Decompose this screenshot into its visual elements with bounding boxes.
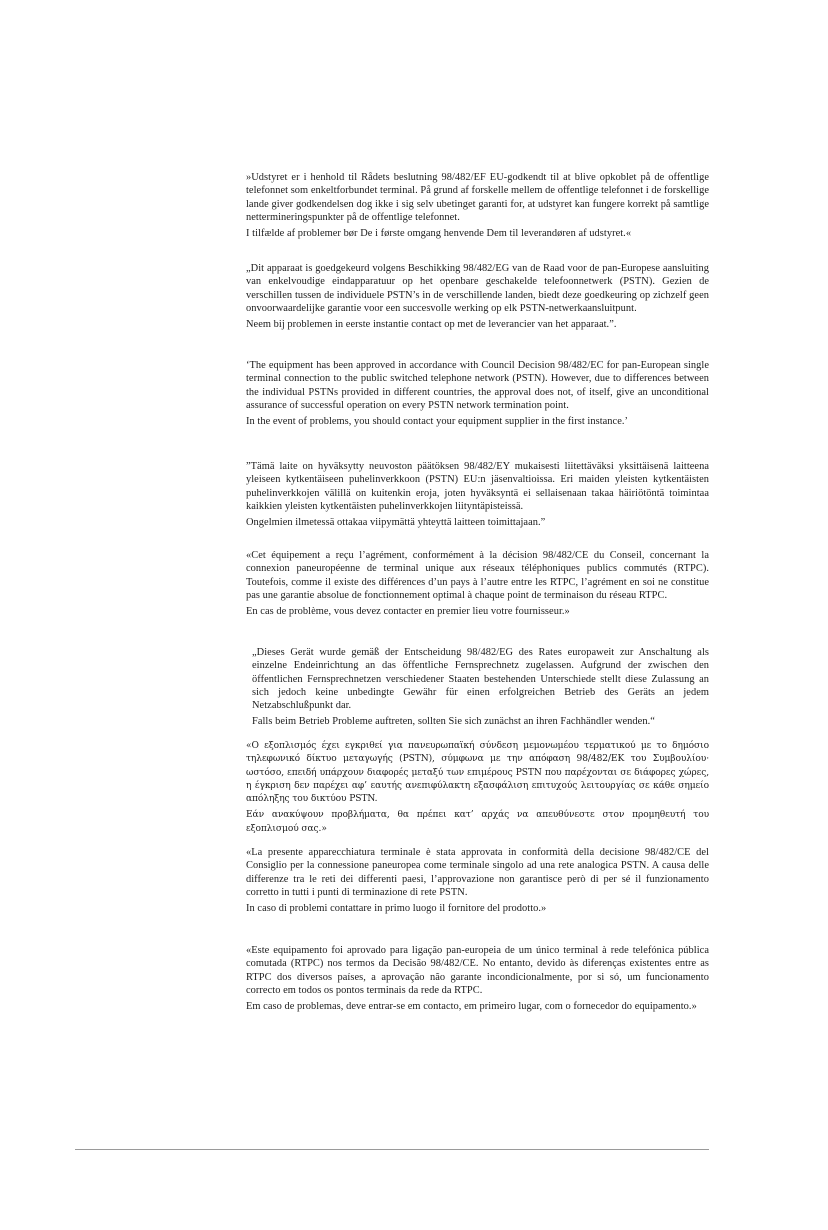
notice-greek-contact: Εάν ανακύψουν προβλήματα, θα πρέπει κατ’ αρχάς να απευθύνεστε στον προμηθευτή του εξοπλισμού σας.» — [246, 810, 709, 834]
notice-danish-contact: I tilfælde af problemer bør De i første omgang henvende Dem til leverandøren af udstyret.« — [246, 228, 632, 240]
notice-french-contact: En cas de problème, vous devez contacter en premier lieu votre fournisseur.» — [246, 606, 570, 618]
notice-italian-contact: In caso di problemi contattare in primo luogo il fornitore del prodotto.» — [246, 903, 547, 915]
notice-italian-main: «La presente apparecchiatura terminale è stata approvata in conformità della decisione 98/482/CE del Consiglio per la connessione paneuropea come terminale singolo ad una rete analogica PSTN. A causa delle differenze tra le reti dei differenti paesi, l’approvazione non garantisce però di per sé il funzionamento corretto in tutti i punti di terminazione di rete PSTN. — [246, 847, 709, 898]
notice-dutch — [246, 262, 709, 331]
notice-english-main: ‘The equipment has been approved in accordance with Council Decision 98/482/EC for pan-European single terminal connection to the public switched telephone network (PSTN). However, due to differences between the individual PSTNs provided in different countries, the approval does not, of itself, give an unconditional assurance of successful operation on every PSTN network termination point. — [246, 360, 709, 411]
notice-greek-main: «Ο εξοπλισμός έχει εγκριθεί για πανευρωπαϊκή σύνδεση μεμονωμέου τερματικού με το δημόσιο τηλεφωνικό δίκτυο μεταγωγής (PSTN), σύμφωνα με την απόφαση 98/482/ΕΚ του Συμβουλίου· ωστόσο, επειδή υπάρχουν διαφορές μεταξύ των επιμέρους PSTN που παρέχονται σε διάφορες χώρες, η έγκριση δεν παρέχει αφ’ εαυτής ανεπιφύλακτη εξασφάλιση επιτυχούς λειτουργίας σε κάθε σημείο απόληξης του δικτύου PSTN. — [246, 741, 709, 805]
notice-greek — [246, 740, 709, 836]
notice-dutch-main: „Dit apparaat is goedgekeurd volgens Beschikking 98/482/EG van de Raad voor de pan-Europese aansluiting van enkelvoudige eindapparatuur op het openbare geschakelde telefoonnetwerk (PSTN). Gezien de verschillen tussen de individuele PSTN’s in de verschillende landen, biedt deze goedkeuring op zichzelf geen onvoorwaardelijke garantie voor een succesvolle werking op elk PSTN-netwerkaansluitpunt. — [246, 263, 709, 314]
notice-italian — [246, 846, 709, 915]
notice-dutch-contact: Neem bij problemen in eerste instantie contact op met de leverancier van het apparaat.”. — [246, 319, 617, 331]
notice-finnish-contact: Ongelmien ilmetessä ottakaa viipymättä yhteyttä laitteen toimittajaan.” — [246, 517, 546, 529]
notice-german — [252, 646, 709, 729]
notice-danish-main: »Udstyret er i henhold til Rådets beslutning 98/482/EF EU-godkendt til at blive opkoblet på de offentlige telefonnet som enkeltforbundet terminal. På grund af forskelle mellem de offentlige telefonnet i de forskellige lande giver godkendelsen dog ikke i sig selv ubetinget garanti for, at udstyret kan fungere korrekt på samtlige nettermineringspunkter på de offentlige telefonnet. — [246, 172, 709, 223]
notice-portuguese-contact: Em caso de problemas, deve entrar-se em contacto, em primeiro lugar, com o fornecedor do equipamento.» — [246, 1001, 697, 1013]
notice-finnish-main: ”Tämä laite on hyväksytty neuvoston päätöksen 98/482/EY mukaisesti liitettäväksi yksittäisenä laitteena yleiseen kytkentäiseen puhelinverkkoon (PSTN) EU:n jäsenvaltioissa. Eri maiden yleisten kytkentäisten puhelinverkkojen välillä on kuitenkin eroja, joten hyväksyntä ei sellaisenaan takaa häiriötöntä toimintaa kaikkien yleisten kytkentäisten puhelinverkkojen liityntäpisteissä. — [246, 461, 709, 512]
notice-portuguese — [246, 944, 709, 1013]
notice-finnish — [246, 460, 709, 529]
footer-divider — [75, 1149, 709, 1150]
notice-english-contact: In the event of problems, you should contact your equipment supplier in the first instance.’ — [246, 416, 629, 428]
notice-german-contact: Falls beim Betrieb Probleme auftreten, sollten Sie sich zunächst an ihren Fachhändler wenden.“ — [252, 716, 655, 728]
notice-german-main: „Dieses Gerät wurde gemäß der Entscheidung 98/482/EG des Rates europaweit zur Anschaltung als einzelne Endeinrichtung an das öffentliche Fernsprechnetz zugelassen. Aufgrund der zwischen den öffentlichen Fernsprechnetzen verschiedener Staaten bestehenden Unterschiede stellt diese Zulassung an sich jedoch keine unbedingte Gewähr für einen erfolgreichen Betrieb des Geräts an jedem Netzabschlußpunkt dar. — [252, 647, 709, 712]
notice-french — [246, 549, 709, 618]
notice-portuguese-main: «Este equipamento foi aprovado para ligação pan-europeia de um único terminal à rede telefónica pública comutada (RTPC) nos termos da Decisão 98/482/CE. No entanto, devido às diferenças existentes entre as RTPC dos diversos países, a aprovação não garante incondicionalmente, por si só, um funcionamento correcto em todos os pontos terminais da rede da RTPC. — [246, 945, 709, 996]
notice-danish — [246, 171, 709, 240]
notice-french-main: «Cet équipement a reçu l’agrément, conformément à la décision 98/482/CE du Conseil, concernant la connexion paneuropéenne de terminal unique aux réseaux téléphoniques publics commutés (RTPC). Toutefois, comme il existe des différences d’un pays à l’autre entre les RTPC, l’agrément en soi ne constitue pas une garantie absolue de fonctionnement optimal à chaque point de terminaison du réseau RTPC. — [246, 550, 709, 601]
notice-english — [246, 359, 709, 428]
